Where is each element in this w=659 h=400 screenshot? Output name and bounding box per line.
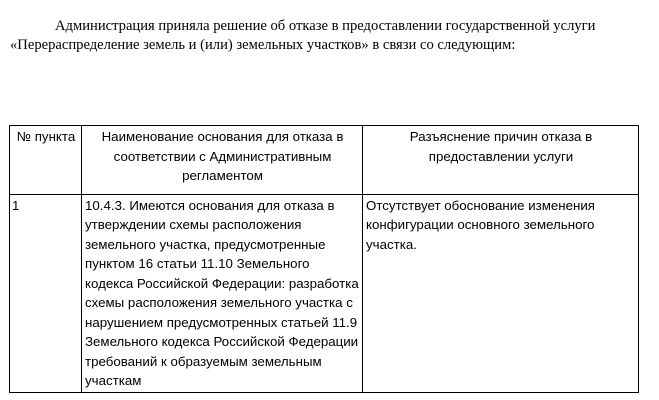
cell-refusal-basis: 10.4.3. Имеются основания для отказа в утверждении схемы расположения земельного участка, предусмотренные пунктом 16 статьи 11.10 Земельного кодекса Российской Федерации: разработка схемы расположения земельного участка с нарушением предусмотренных статьей 11.9 Земельного кодекса Российской Федерации требований к образуемым земельным участкам bbox=[82, 194, 363, 392]
header-item-number: № пункта bbox=[10, 126, 82, 195]
intro-paragraph: Администрация приняла решение об отказе в предоставлении государственной услуги «Перераспределение земель и (или) земельных участков» в связи со следующим: bbox=[10, 17, 596, 53]
header-explanation: Разъяснение причин отказа в предоставлении услуги bbox=[363, 126, 639, 195]
refusal-reasons-table bbox=[9, 125, 639, 393]
table-header-row bbox=[10, 126, 639, 195]
table-row bbox=[10, 194, 639, 392]
cell-explanation: Отсутствует обоснование изменения конфигурации основного земельного участка. bbox=[363, 194, 639, 392]
cell-item-number: 1 bbox=[10, 194, 82, 392]
header-refusal-basis: Наименование основания для отказа в соответствии с Административным регламентом bbox=[82, 126, 363, 195]
